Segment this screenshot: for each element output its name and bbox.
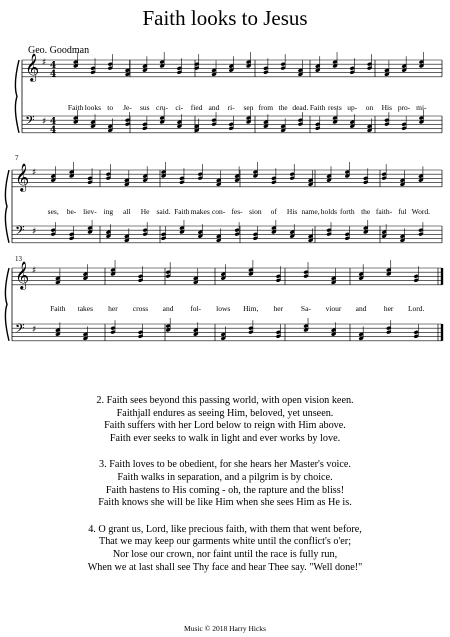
lyric-syllable: sen xyxy=(243,103,254,112)
lyric-syllable: sion xyxy=(249,207,262,216)
lyric-syllable: Faith xyxy=(174,207,190,216)
lyric-syllable: lows xyxy=(216,304,231,313)
lyric-syllable: ses, xyxy=(47,207,59,216)
lyric-syllable: her xyxy=(383,304,394,313)
lyric-syllable: liev- xyxy=(83,207,97,216)
lyric-syllable: to xyxy=(107,103,114,112)
lyric-syllable: her xyxy=(108,304,118,313)
verse-line: Faith hastens to His coming - oh, the rapture and the bliss! xyxy=(105,484,345,496)
verse-line: Faith knows she will be like Him when she sees Him as He is. xyxy=(98,497,352,509)
brace-icon xyxy=(5,170,9,243)
sharp-icon: ♯ xyxy=(32,325,37,335)
lyric-syllable: cross xyxy=(132,304,149,313)
lyric-syllable: forth xyxy=(339,207,355,216)
music-system-3 xyxy=(0,258,450,368)
lyric-syllable: dead. xyxy=(292,103,309,112)
lyric-syllable: faith- xyxy=(375,207,393,216)
lyric-syllable: from xyxy=(258,103,274,112)
bass-clef-icon: 𝄢 xyxy=(15,223,25,241)
lyric-syllable: and xyxy=(355,304,367,313)
verse-line: 4. O grant us, Lord, like precious faith, with them that went before, xyxy=(88,523,362,535)
lyric-syllable: looks xyxy=(84,103,102,112)
verse-line: When we at last shall see Thy face and hear Thee say. "Well done!" xyxy=(87,561,363,573)
treble-clef-icon: 𝄞 xyxy=(15,261,30,289)
measure-number-13: 13 xyxy=(15,255,22,263)
lyric-syllable: ful xyxy=(398,207,407,216)
lyric-syllable: His xyxy=(286,207,298,216)
verse-4 xyxy=(0,524,450,574)
lyric-syllable: takes xyxy=(77,304,94,313)
time-signature: 4 xyxy=(50,125,57,136)
sharp-icon: ♯ xyxy=(32,168,37,178)
sharp-icon: ♯ xyxy=(32,266,37,276)
composer-credit: Geo. Goodman xyxy=(28,45,90,56)
page-title: Faith looks to Jesus xyxy=(142,6,308,30)
lyric-syllable: fes- xyxy=(231,207,243,216)
lyric-syllable: pro- xyxy=(397,103,411,112)
lyric-syllable: He xyxy=(140,207,150,216)
lyric-syllable: name, xyxy=(301,207,320,216)
lyric-syllable: makes xyxy=(190,207,210,216)
lyric-syllable: the xyxy=(361,207,371,216)
verse-line: Faith walks in separation, and a pilgrim is by choice. xyxy=(117,471,333,483)
lyric-syllable: His xyxy=(381,103,392,112)
lyric-syllable: fol- xyxy=(190,304,202,313)
lyric-syllable: sus xyxy=(139,103,150,112)
lyric-syllable: the xyxy=(278,103,288,112)
lyric-syllable: Lord. xyxy=(407,304,425,313)
lyric-syllable: Him, xyxy=(243,304,259,313)
lyric-syllable: cru- xyxy=(156,103,169,112)
lyric-syllable: and xyxy=(208,103,220,112)
lyric-syllable: Faith xyxy=(309,103,326,112)
sharp-icon: ♯ xyxy=(32,227,37,237)
verse-line: Faithjall endures as seeing Him, beloved, yet unseen. xyxy=(116,407,334,419)
lyric-syllable: of xyxy=(270,207,277,216)
time-signature: 4 xyxy=(50,61,57,71)
lyric-syllable: Faith xyxy=(67,103,84,112)
lyric-syllable: be- xyxy=(66,207,77,216)
lyric-syllable: holds xyxy=(320,207,338,216)
verse-2 xyxy=(0,395,450,445)
verse-line: Faith ever seeks to walk in light and ever works by love. xyxy=(109,432,341,444)
time-signature: 4 xyxy=(50,69,57,80)
lyric-syllable: Word. xyxy=(411,207,430,216)
sharp-icon: ♯ xyxy=(42,117,47,127)
bass-clef-icon: 𝄢 xyxy=(25,113,35,131)
lyric-syllable: viour xyxy=(325,304,342,313)
verse-line: That we may keep our garments white until the conflict's o'er; xyxy=(98,536,352,548)
verse-line: 3. Faith loves to be obedient, for she hears her Master's voice. xyxy=(99,459,351,471)
verse-3 xyxy=(0,459,450,509)
brace-icon xyxy=(5,268,9,341)
lyric-syllable: Faith xyxy=(50,304,66,313)
treble-clef-icon: 𝄞 xyxy=(15,163,30,191)
lyric-syllable: Sa- xyxy=(300,304,311,313)
lyric-syllable: fied xyxy=(190,103,203,112)
lyric-syllable: con- xyxy=(211,207,226,216)
verse-line: 2. Faith sees beyond this passing world, with open vision keen. xyxy=(96,395,354,406)
lyric-syllable: ci- xyxy=(175,103,184,112)
staff-system-svg xyxy=(0,258,450,368)
sharp-icon: ♯ xyxy=(42,58,47,68)
measure-number-7: 7 xyxy=(15,154,19,162)
brace-icon xyxy=(15,60,19,133)
lyric-syllable: up- xyxy=(347,103,358,112)
verse-line: Faith suffers with her Lord below to reign with Him above. xyxy=(104,420,346,432)
lyric-syllable: ri- xyxy=(227,103,235,112)
lyric-syllable: on xyxy=(365,103,374,112)
lyric-syllable: ing xyxy=(103,207,114,216)
time-signature: 4 xyxy=(50,117,57,127)
copyright-footer: Music © 2018 Harry Hicks xyxy=(184,624,266,633)
verses xyxy=(0,395,450,588)
treble-clef-icon: 𝄞 xyxy=(25,53,40,81)
lyric-syllable: rests xyxy=(328,103,342,112)
lyric-syllable: her xyxy=(273,304,284,313)
lyric-syllable: all xyxy=(122,207,131,216)
lyric-syllable: and xyxy=(162,304,174,313)
verse-line: Nor lose our crown, nor faint until the race is fully run, xyxy=(112,548,338,560)
lyric-syllable: said. xyxy=(156,207,171,216)
lyric-syllable: Je- xyxy=(123,103,132,112)
lyric-syllable: mi- xyxy=(416,103,427,112)
bass-clef-icon: 𝄢 xyxy=(15,321,25,339)
